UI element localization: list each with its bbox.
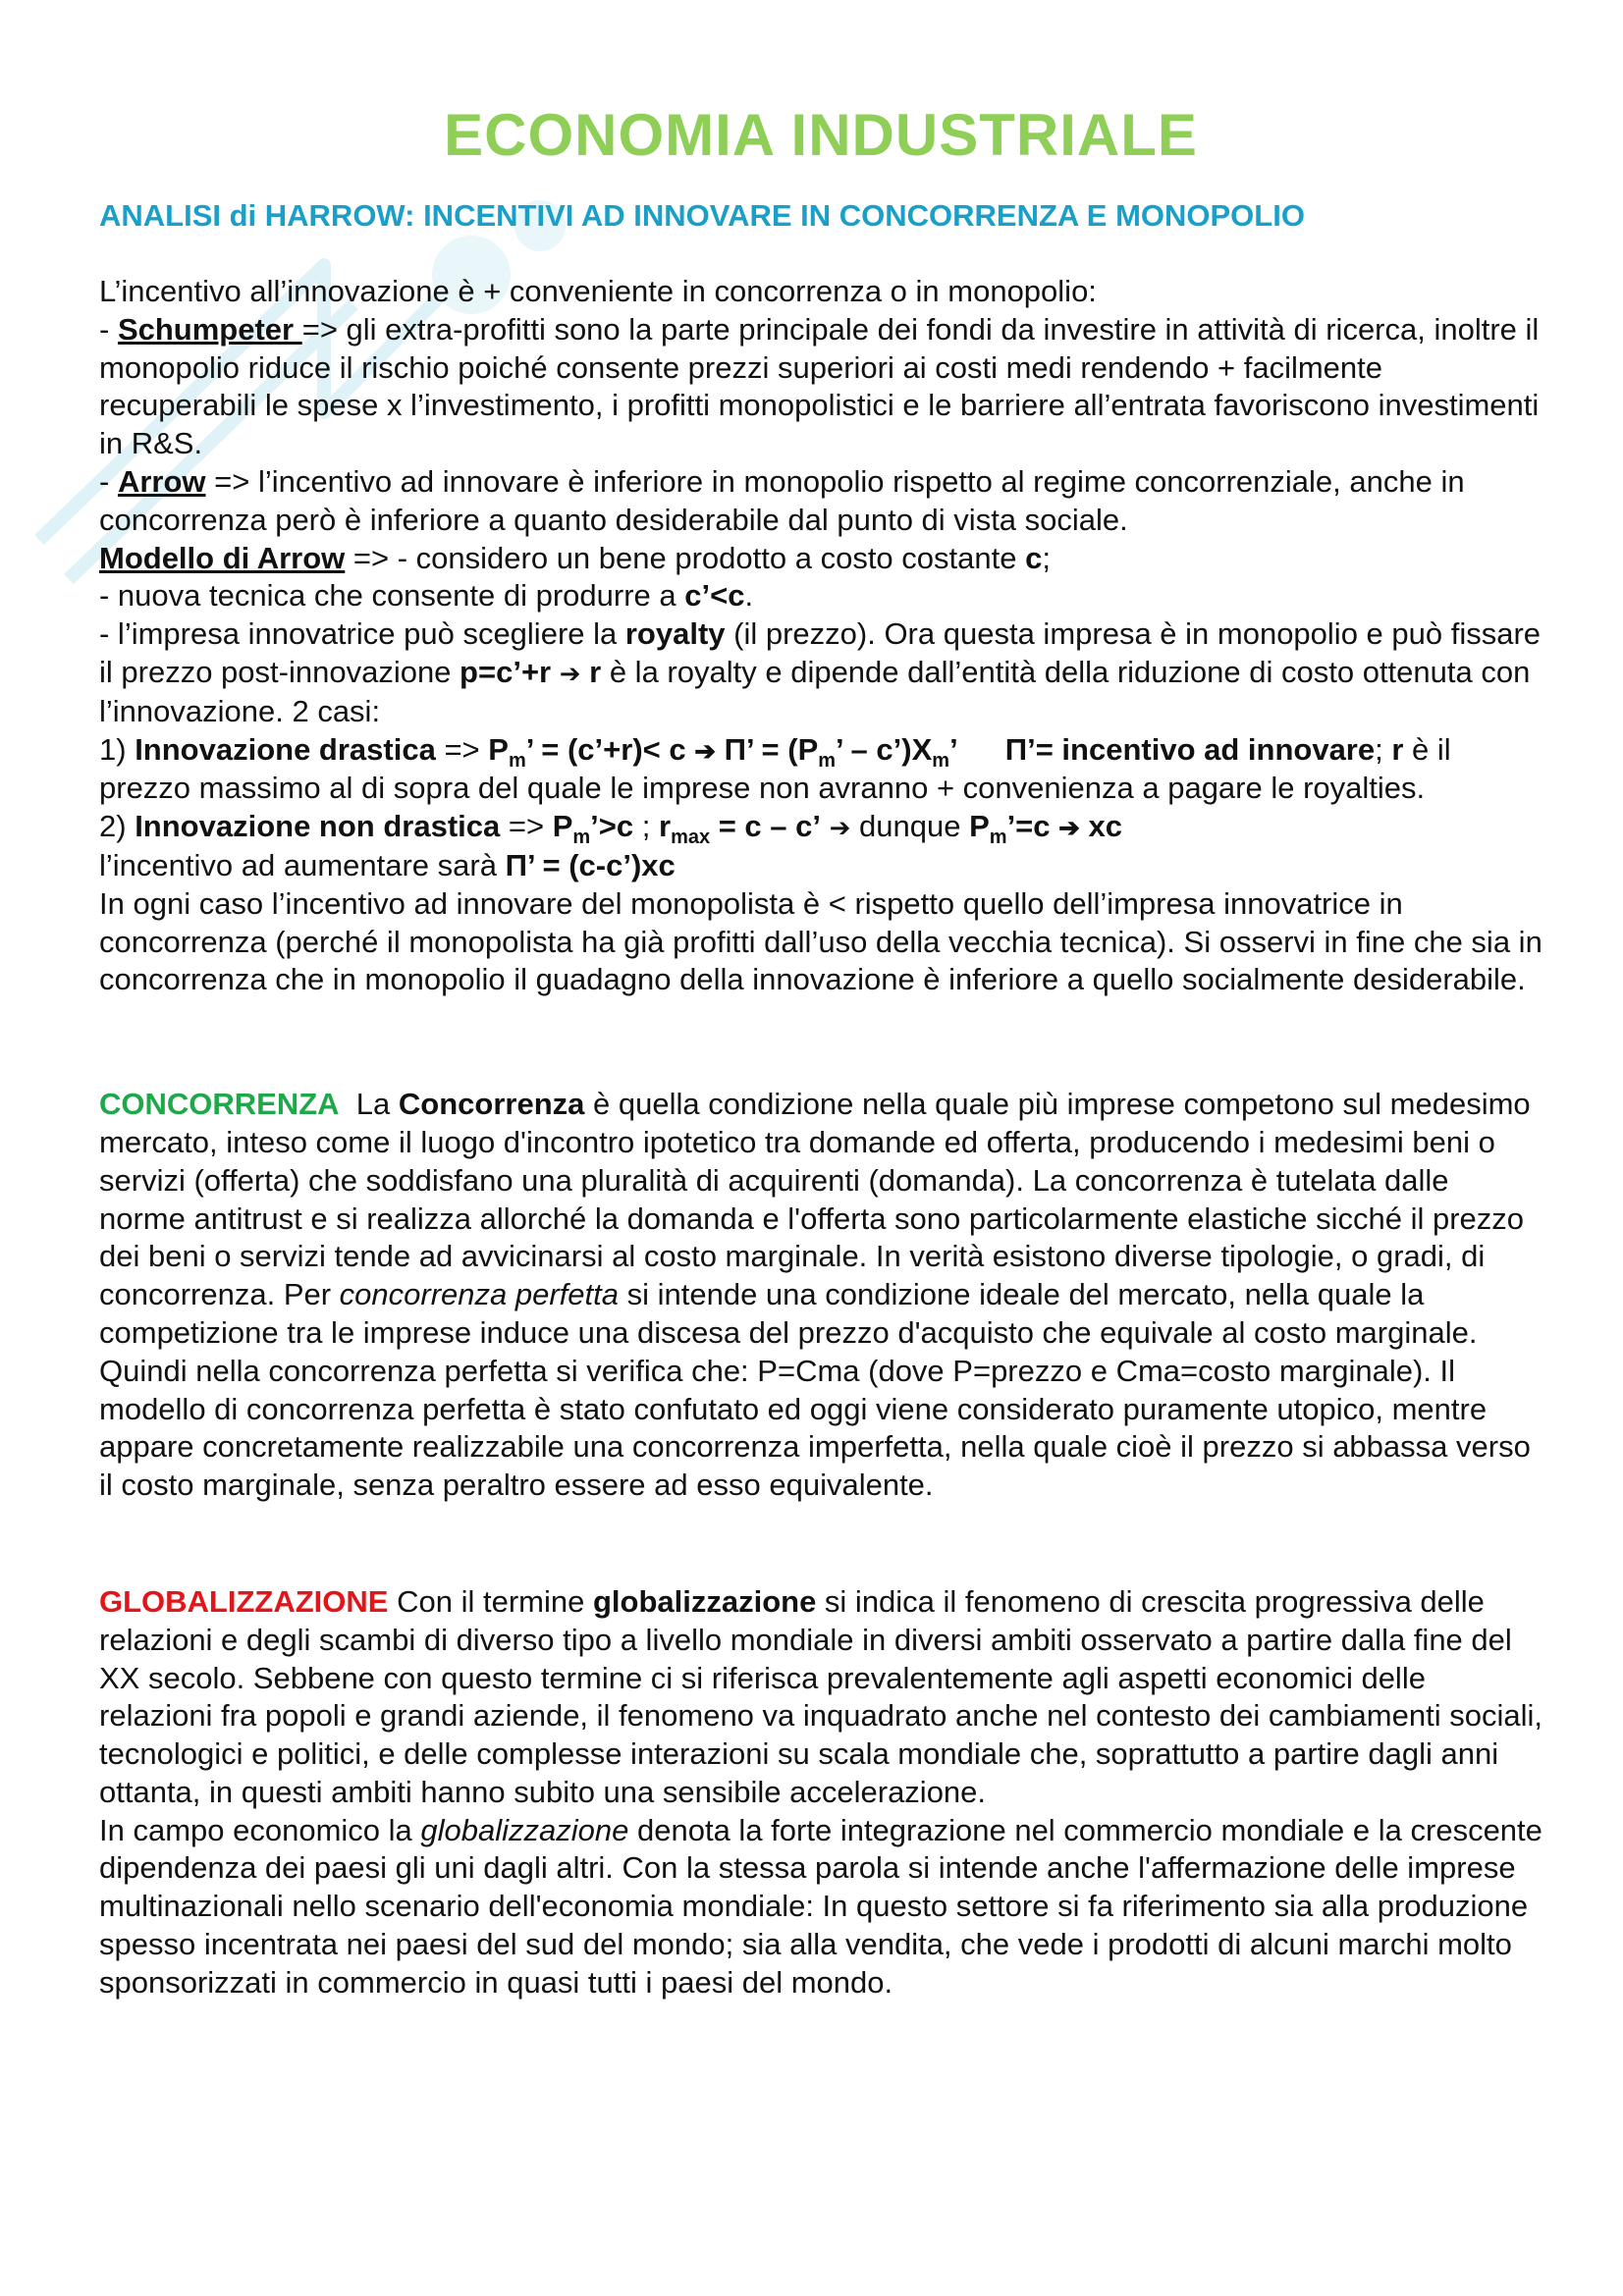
arrow-right-icon: ➔ — [694, 735, 717, 766]
section-arrow-analysis — [99, 273, 1542, 999]
tech-line: - nuova tecnica che consente di produrre a c’<c. — [99, 578, 754, 614]
section-globalizzazione: GLOBALIZZAZIONE Con il termine globalizzazione si indica il fenomeno di crescita progressiva delle relazioni e degli scambi di diverso tipo a livello mondiale in diversi ambiti osservato a partire dalla fine del XX secolo. Sebbene con questo termine ci si riferisca prevalentemente agli aspetti economici delle relazioni fra popoli e grandi aziende, il fenomeno va inquadrato anche nel contesto dei cambiamenti sociali, tecnologici e politici, e delle complesse interazioni su scala mondiale che, soprattutto a partire dagli anni ottanta, in questi ambiti hanno subito una sensibile accelerazione. — [99, 1583, 1542, 1809]
case-non-drastic-label: Innovazione non drastica — [135, 809, 501, 844]
case-drastic-label: Innovazione drastica — [135, 731, 436, 767]
arrow-right-icon: ➔ — [829, 813, 851, 843]
royalty-paragraph: - l’impresa innovatrice può scegliere la royalty (il prezzo). Ora questa impresa è in monopolio e può fissare il prezzo post-innovazione p=c’+r ➔ r è la royalty e dipende dall’entità della riduzione di costo ottenuta con l’innovazione. 2 casi: — [99, 616, 1542, 728]
section-concorrenza: CONCORRENZA La Concorrenza è quella condizione nella quale più imprese competono sul medesimo mercato, inteso come il luogo d'incontro ipotetico tra domande ed offerta, producendo i medesimi beni o servizi (offerta) che soddisfano una pluralità di acquirenti (domanda). La concorrenza è tutelata dalle norme antitrust e si realizza allorché la domanda e l'offerta sono particolarmente elastiche sicché il prezzo dei beni o servizi tende ad avvicinarsi al costo marginale. In verità esistono diverse tipologie, o gradi, di concorrenza. Per concorrenza perfetta si intende una condizione ideale del mercato, nella quale la competizione tra le imprese induce una discesa del prezzo d'acquisto che equivale al costo marginale. Quindi nella concorrenza perfetta si verifica che: P=Cma (dove P=prezzo e Cma=costo marginale). Il modello di concorrenza perfetta è stato confutato ed oggi viene considerato puramente utopico, mentre appare concretamente realizzabile una concorrenza imperfetta, nella quale cioè il prezzo si abbassa verso il costo marginale, senza peraltro essere ad esso equivalente. — [99, 1087, 1531, 1503]
case-non-drastic: 2) Innovazione non drastica => $P_m’>c$ ; $r_{max} = c - c$’ ➔ dunque $P_m’=c$ ➔ xc — [99, 809, 1123, 849]
section-heading-arrow-analysis: ANALISI di HARROW: INCENTIVI AD INNOVARE IN CONCORRENZA E MONOPOLIO — [99, 198, 1305, 233]
schumpeter-label: Schumpeter — [117, 311, 302, 347]
arrow-label: Arrow — [117, 463, 206, 499]
model-line: Modello di Arrow => - considero un bene prodotto a costo costante c; — [99, 540, 1051, 575]
arrow-right-icon: ➔ — [1058, 813, 1080, 843]
arrow-paragraph: - Arrow => l’incentivo ad innovare è inferiore in monopolio rispetto al regime concorrenziale, anche in concorrenza però è inferiore a quanto desiderabile dal punto di vista sociale. — [99, 463, 1465, 537]
conclusion-paragraph: In ogni caso l’incentivo ad innovare del monopolista è < rispetto quello dell’impresa innovatrice in concorrenza (perché il monopolista ha già profitti dall’uso della vecchia tecnica). Si osservi in fine che sia in concorrenza che in monopolio il guadagno della innovazione è inferiore a quello socialmente desiderabile. — [99, 885, 1542, 997]
schumpeter-paragraph: - Schumpeter => gli extra-profitti sono la parte principale dei fondi da investire in attività di ricerca, inoltre il monopolio riduce il rischio poiché consente prezzi superiori ai costi medi rendendo + facilmente recuperabili le spese x l’investimento, i profitti monopolistici e le barriere all’entrata favoriscono investimenti in R&S. — [99, 311, 1540, 461]
arrow-right-icon: ➔ — [559, 658, 581, 688]
intro-line: L’incentivo all’innovazione è + conveniente in concorrenza o in monopolio: — [99, 274, 1097, 308]
document-title: ECONOMIA INDUSTRIALE — [444, 102, 1198, 168]
incentive-line: l’incentivo ad aumentare sarà Π’ = (c-c’)xc — [99, 847, 676, 882]
case-drastic: 1) Innovazione drastica => $P_m$’ = (c’+r)< c ➔ Π’ = ($P_m$’ – $c’)X_m$’ Π’= incentivo ad innovare; r è il prezzo massimo al di sopra del quale le imprese non avranno + convenienza a pagare le royalties. — [99, 731, 1451, 806]
section-heading-globalizzazione: GLOBALIZZAZIONE — [99, 1583, 389, 1619]
section-heading-concorrenza: CONCORRENZA — [99, 1087, 340, 1122]
model-label: Modello di Arrow — [99, 540, 346, 575]
document-page — [99, 96, 1542, 2002]
globalizzazione-paragraph-2: In campo economico la globalizzazione denota la forte integrazione nel commercio mondiale e la crescente dipendenza dei paesi gli uni dagli altri. Con la stessa parola si intende anche l'affermazione delle imprese multinazionali nello scenario dell'economia mondiale: In questo settore si fa riferimento sia alla produzione spesso incentrata nei paesi del sud del mondo; sia alla vendita, che vede i prodotti di alcuni marchi molto sponsorizzati in commercio in quasi tutti i paesi del mondo. — [99, 1812, 1542, 2000]
